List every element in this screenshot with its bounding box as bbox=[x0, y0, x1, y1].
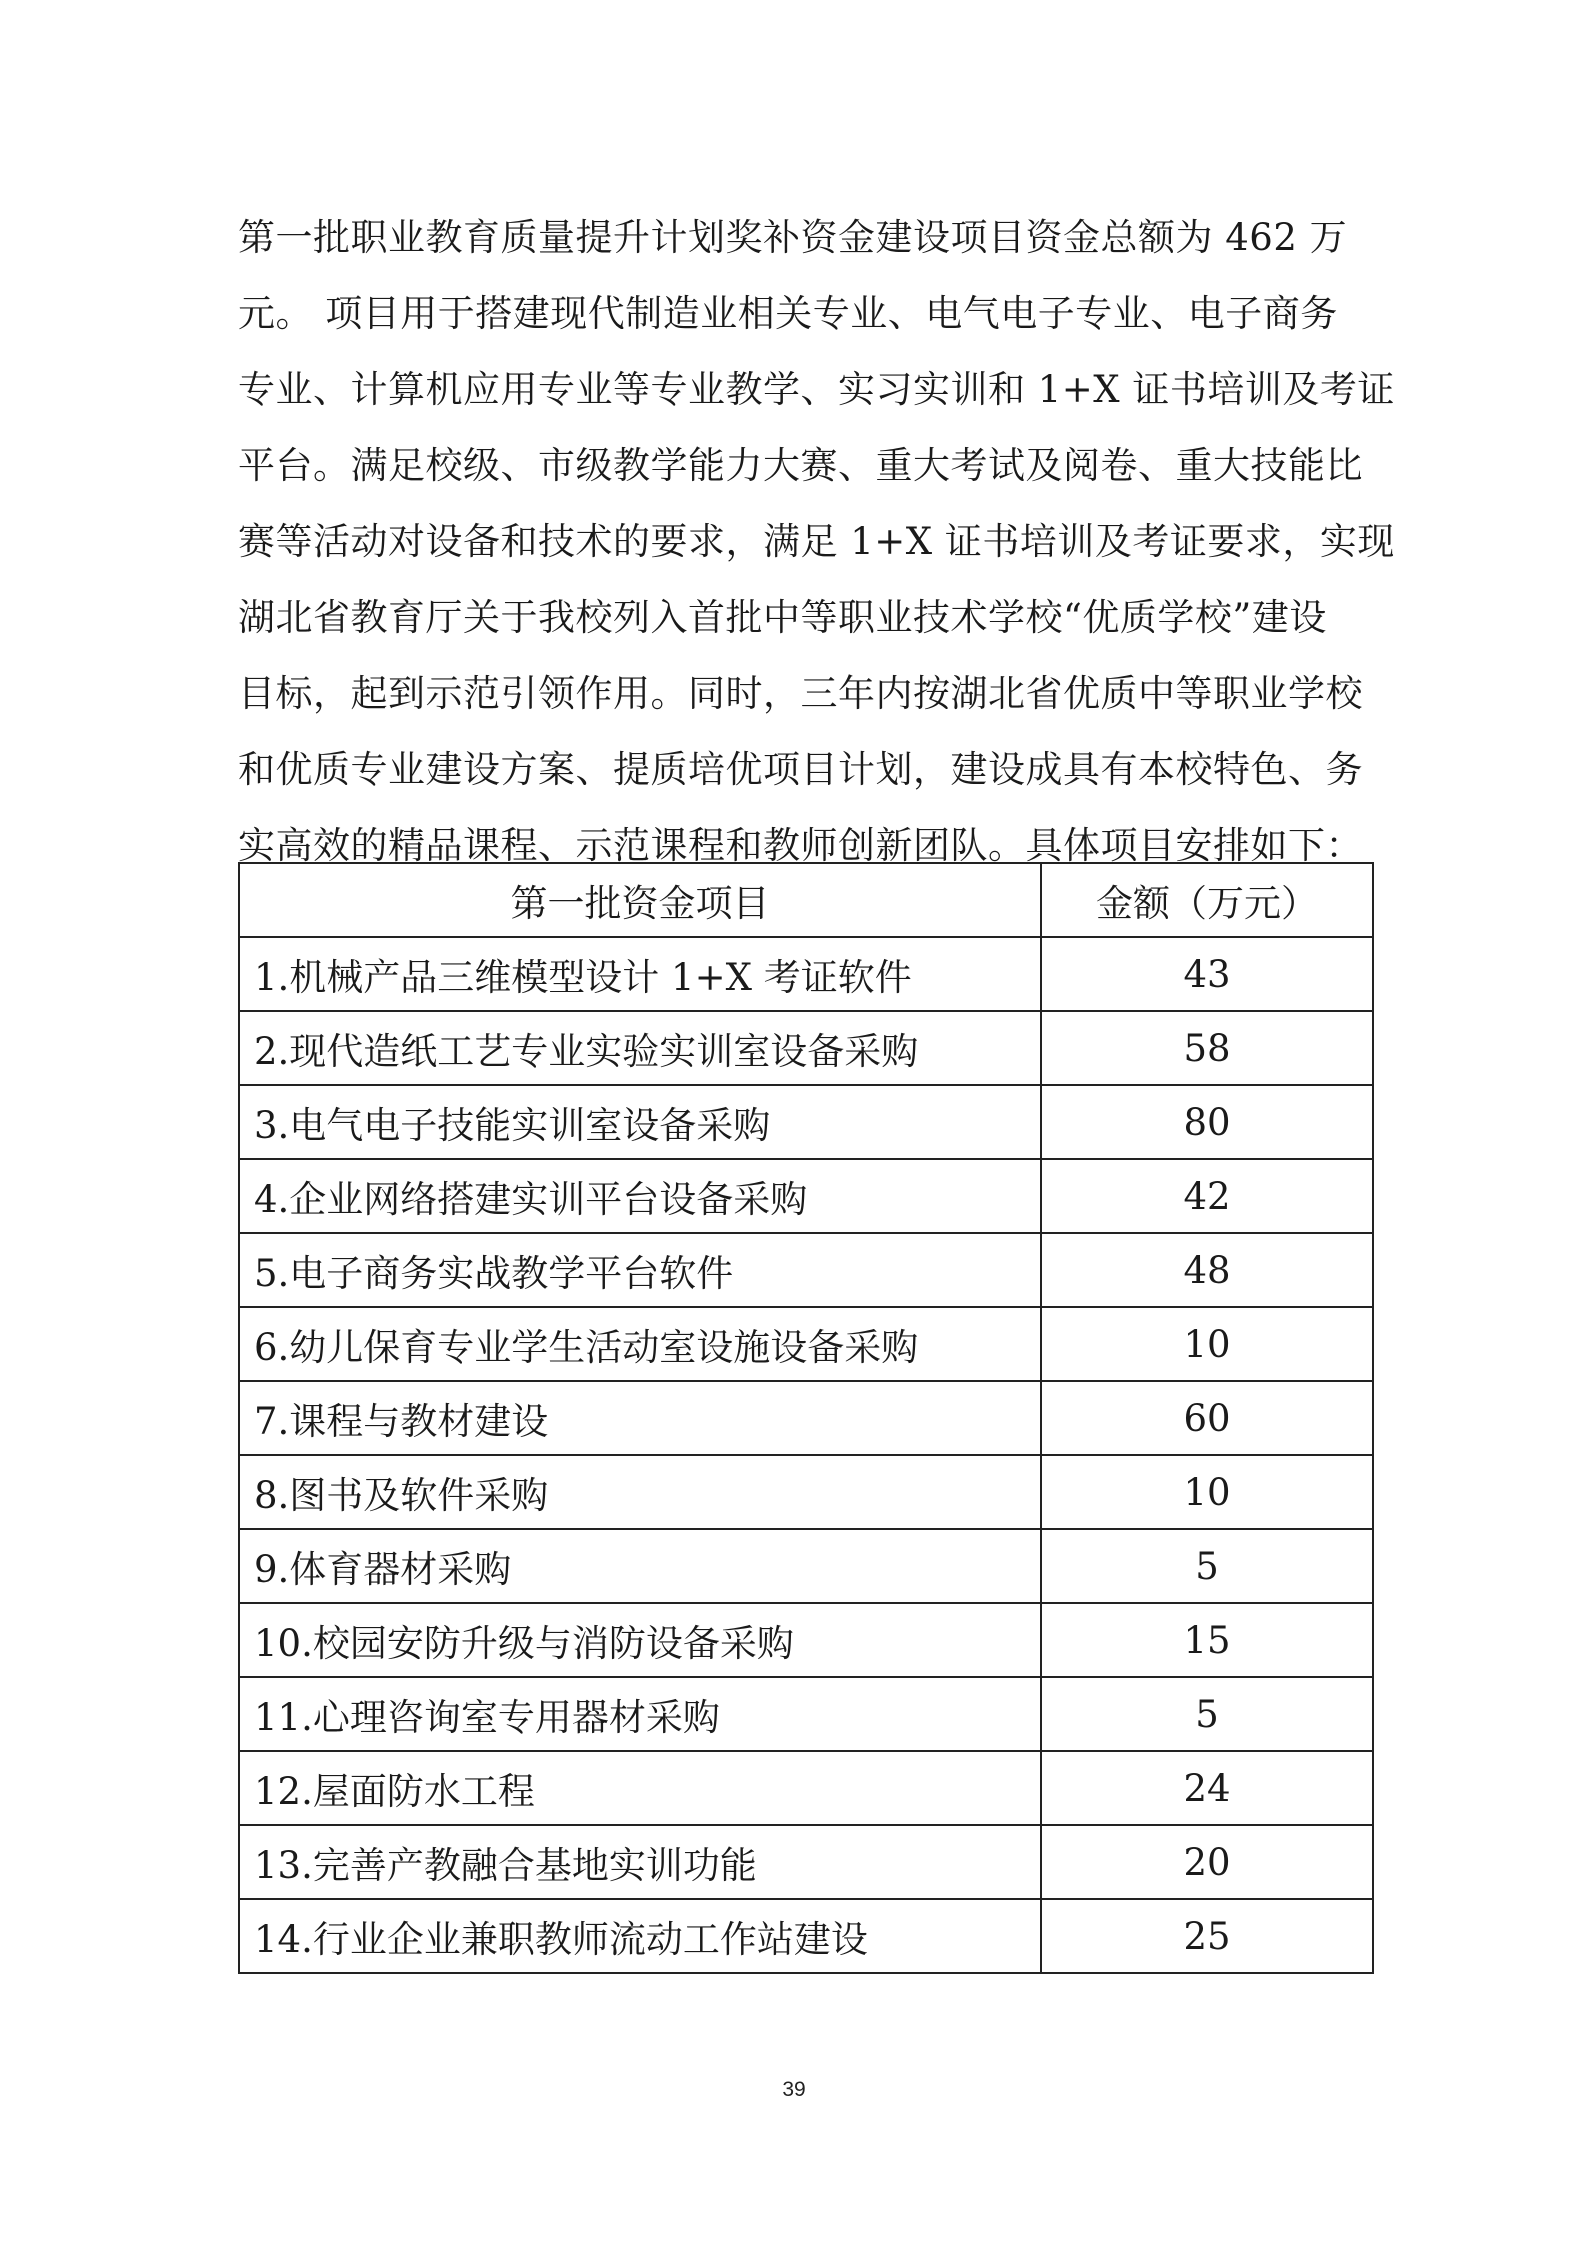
amount-cell: 58 bbox=[1041, 1011, 1373, 1085]
project-cell: 12.屋面防水工程 bbox=[239, 1751, 1041, 1825]
amount-cell: 25 bbox=[1041, 1899, 1373, 1973]
amount-cell: 24 bbox=[1041, 1751, 1373, 1825]
table-row bbox=[239, 1751, 1373, 1825]
table-header-row bbox=[239, 863, 1373, 937]
paragraph-line: 实高效的精品课程、示范课程和教师创新团队。具体项目安排如下： bbox=[238, 824, 1363, 867]
table-row bbox=[239, 937, 1373, 1011]
table-row bbox=[239, 1603, 1373, 1677]
funding-table bbox=[238, 862, 1374, 1974]
paragraph-line: 湖北省教育厅关于我校列入首批中等职业技术学校“优质学校”建设 bbox=[238, 596, 1327, 639]
body-paragraph bbox=[238, 200, 1395, 884]
paragraph-line: 第一批职业教育质量提升计划奖补资金建设项目资金总额为 462 万 bbox=[238, 216, 1348, 259]
paragraph-line: 元。 项目用于搭建现代制造业相关专业、电气电子专业、电子商务 bbox=[238, 292, 1338, 335]
project-cell: 9.体育器材采购 bbox=[239, 1529, 1041, 1603]
project-cell: 14.行业企业兼职教师流动工作站建设 bbox=[239, 1899, 1041, 1973]
amount-cell: 10 bbox=[1041, 1455, 1373, 1529]
amount-cell: 60 bbox=[1041, 1381, 1373, 1455]
amount-cell: 5 bbox=[1041, 1677, 1373, 1751]
table-row bbox=[239, 1825, 1373, 1899]
project-cell: 1.机械产品三维模型设计 1+X 考证软件 bbox=[239, 937, 1041, 1011]
amount-cell: 15 bbox=[1041, 1603, 1373, 1677]
project-cell: 5.电子商务实战教学平台软件 bbox=[239, 1233, 1041, 1307]
amount-cell: 43 bbox=[1041, 937, 1373, 1011]
paragraph-line: 专业、计算机应用专业等专业教学、实习实训和 1+X 证书培训及考证 bbox=[238, 368, 1395, 411]
table-row bbox=[239, 1529, 1373, 1603]
project-cell: 10.校园安防升级与消防设备采购 bbox=[239, 1603, 1041, 1677]
amount-cell: 48 bbox=[1041, 1233, 1373, 1307]
table-row bbox=[239, 1159, 1373, 1233]
header-project: 第一批资金项目 bbox=[239, 863, 1041, 937]
amount-cell: 20 bbox=[1041, 1825, 1373, 1899]
table-row bbox=[239, 1233, 1373, 1307]
amount-cell: 42 bbox=[1041, 1159, 1373, 1233]
table-row bbox=[239, 1381, 1373, 1455]
table-row bbox=[239, 1085, 1373, 1159]
project-cell: 8.图书及软件采购 bbox=[239, 1455, 1041, 1529]
paragraph-line: 平台。满足校级、市级教学能力大赛、重大考试及阅卷、重大技能比 bbox=[238, 444, 1363, 487]
table-row bbox=[239, 1455, 1373, 1529]
table-row bbox=[239, 1899, 1373, 1973]
project-cell: 7.课程与教材建设 bbox=[239, 1381, 1041, 1455]
table-row bbox=[239, 1677, 1373, 1751]
paragraph-line: 和优质专业建设方案、提质培优项目计划，建设成具有本校特色、务 bbox=[238, 748, 1363, 791]
project-cell: 6.幼儿保育专业学生活动室设施设备采购 bbox=[239, 1307, 1041, 1381]
paragraph-line: 目标，起到示范引领作用。同时，三年内按湖北省优质中等职业学校 bbox=[238, 672, 1363, 715]
amount-cell: 5 bbox=[1041, 1529, 1373, 1603]
table-row bbox=[239, 1307, 1373, 1381]
amount-cell: 10 bbox=[1041, 1307, 1373, 1381]
project-cell: 3.电气电子技能实训室设备采购 bbox=[239, 1085, 1041, 1159]
table-row bbox=[239, 1011, 1373, 1085]
header-amount: 金额（万元） bbox=[1041, 863, 1373, 937]
project-cell: 11.心理咨询室专用器材采购 bbox=[239, 1677, 1041, 1751]
page-number: 39 bbox=[782, 2078, 806, 2101]
amount-cell: 80 bbox=[1041, 1085, 1373, 1159]
paragraph-line: 赛等活动对设备和技术的要求，满足 1+X 证书培训及考证要求，实现 bbox=[238, 520, 1395, 563]
project-cell: 13.完善产教融合基地实训功能 bbox=[239, 1825, 1041, 1899]
project-cell: 4.企业网络搭建实训平台设备采购 bbox=[239, 1159, 1041, 1233]
project-cell: 2.现代造纸工艺专业实验实训室设备采购 bbox=[239, 1011, 1041, 1085]
